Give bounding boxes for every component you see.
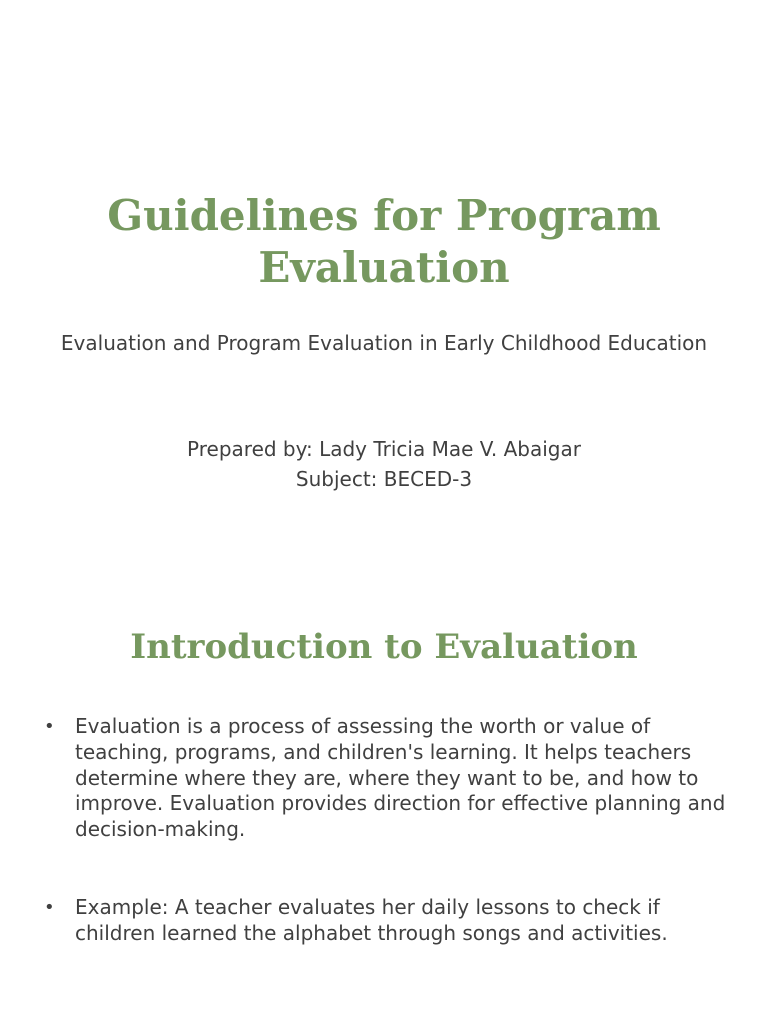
slide-subtitle: Evaluation and Program Evaluation in Early Childhood Education: [60, 331, 708, 355]
bullet-marker: •: [44, 897, 55, 918]
bullet-text: Example: A teacher evaluates her daily lessons to check if children learned the alphabet through songs and activities.: [75, 895, 668, 945]
slide-title: Guidelines for Program Evaluation: [107, 191, 661, 292]
bullet-text: Evaluation is a process of assessing the worth or value of teaching, programs, and children's learning. It helps teachers determine where they are, where they want to be, and how to improve. Evaluation provides direction for effective planning and decision-making.: [75, 714, 726, 842]
bullet-marker: •: [44, 716, 55, 737]
subject-line: Subject: BECED-3: [295, 467, 473, 491]
author-line: Prepared by: Lady Tricia Mae V. Abaigar: [187, 437, 581, 461]
section-title: Introduction to Evaluation: [130, 627, 638, 667]
